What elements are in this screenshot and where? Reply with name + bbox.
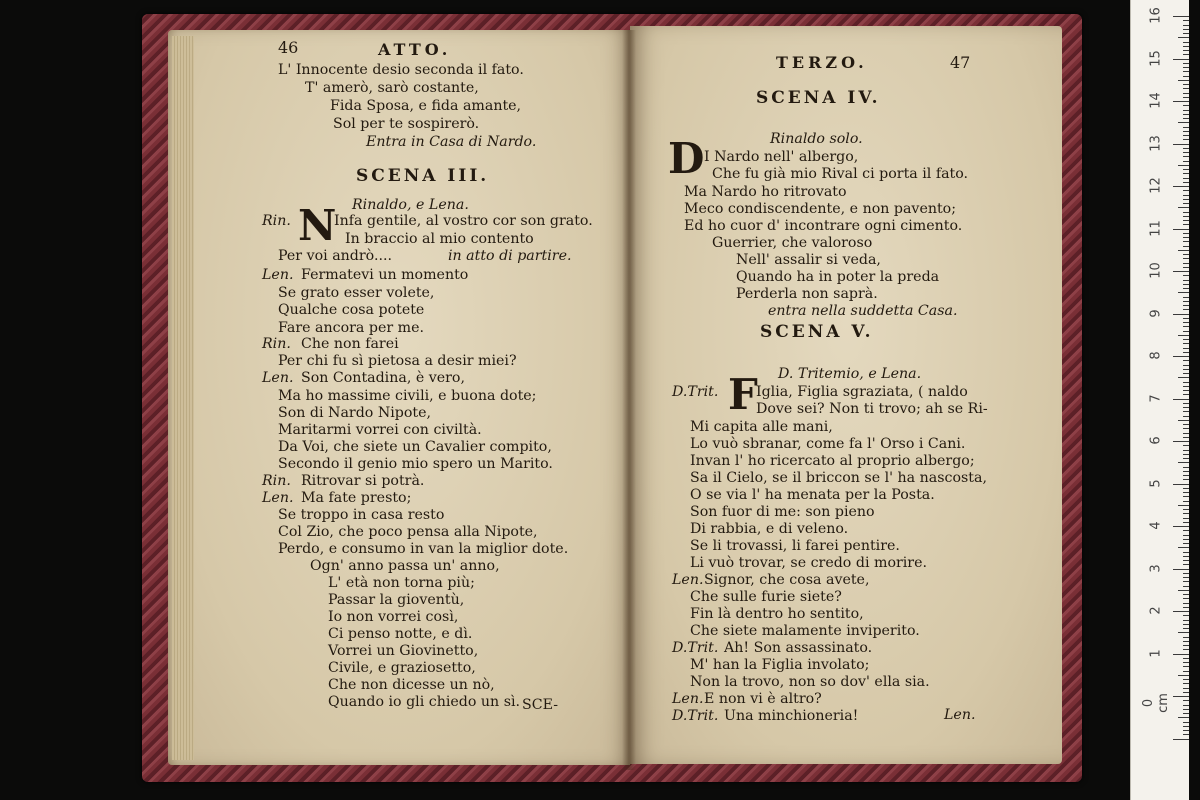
ruler-tick <box>1183 127 1189 128</box>
ruler-tick <box>1183 705 1189 706</box>
ruler-tick <box>1178 505 1189 506</box>
ruler-label: 8 <box>1148 351 1164 360</box>
ruler-tick <box>1183 33 1189 34</box>
text-line: Se li trovassi, li farei pentire. <box>690 538 900 554</box>
ruler-tick <box>1183 309 1189 310</box>
ruler-tick <box>1183 641 1189 642</box>
text-line: Mi capita alle mani, <box>690 419 833 435</box>
text-line: Infa gentile, al vostro cor son grato. <box>334 213 593 229</box>
ruler-tick <box>1183 637 1189 638</box>
ruler-tick <box>1183 203 1189 204</box>
ruler-tick <box>1178 335 1189 336</box>
ruler-tick <box>1183 662 1189 663</box>
text-line: Civile, e graziosetto, <box>328 660 476 676</box>
ruler-tick <box>1178 547 1189 548</box>
ruler-tick <box>1183 620 1189 621</box>
ruler-tick <box>1178 717 1189 718</box>
ruler-tick <box>1173 526 1189 527</box>
ruler-tick <box>1183 67 1189 68</box>
ruler-tick <box>1183 29 1189 30</box>
ruler-tick <box>1183 479 1189 480</box>
text-line: L' Innocente desio seconda il fato. <box>278 62 524 78</box>
text-line: Quando io gli chiedo un sì. <box>328 694 521 710</box>
ruler-tick <box>1183 649 1189 650</box>
text-line: entra nella suddetta Casa. <box>768 303 958 319</box>
ruler-tick <box>1173 186 1189 187</box>
ruler-tick <box>1183 156 1189 157</box>
text-line: Maritarmi vorrei con civiltà. <box>278 422 482 438</box>
text-line: Rin. <box>262 473 291 489</box>
ruler-label: 9 <box>1148 308 1164 318</box>
text-line: Perderla non saprà. <box>736 286 878 302</box>
text-line: O se via l' ha menata per la Posta. <box>690 487 935 503</box>
text-line: Signor, che cosa avete, <box>704 572 870 588</box>
ruler-tick <box>1183 46 1189 47</box>
text-line: T' amerò, sarò costante, <box>305 80 479 96</box>
text-line: Che non dicesse un nò, <box>328 677 495 693</box>
ruler-tick <box>1178 675 1189 676</box>
ruler-tick <box>1173 144 1189 145</box>
ruler-label: 3 <box>1148 563 1164 573</box>
drop-cap-n: N <box>298 201 337 250</box>
text-line: Da Voi, che siete un Cavalier compito, <box>278 439 552 455</box>
drop-cap-f: F <box>728 370 758 419</box>
ruler-tick <box>1178 420 1189 421</box>
ruler-tick <box>1183 254 1189 255</box>
ruler-tick <box>1183 63 1189 64</box>
ruler-tick <box>1173 696 1189 697</box>
ruler-tick <box>1183 513 1189 514</box>
ruler-tick <box>1183 692 1189 693</box>
text-line: D.Trit. <box>672 640 719 656</box>
ruler-tick <box>1183 594 1189 595</box>
ruler-tick <box>1178 590 1189 591</box>
text-line: D.Trit. <box>672 708 719 724</box>
ruler-tick <box>1183 518 1189 519</box>
text-line: Secondo il genio mio spero un Marito. <box>278 456 553 472</box>
ruler-tick <box>1173 441 1189 442</box>
text-line: Ma fate presto; <box>301 490 412 506</box>
ruler-label: 7 <box>1148 393 1164 403</box>
ruler-tick <box>1183 560 1189 561</box>
text-line: in atto di partire. <box>448 248 572 264</box>
text-line: Iglia, Figlia sgraziata, ( naldo <box>756 384 968 400</box>
text-line: Se troppo in casa resto <box>278 507 445 523</box>
ruler-tick <box>1178 80 1189 81</box>
scene-heading-v: SCENA V. <box>760 322 874 342</box>
ruler-tick <box>1183 433 1189 434</box>
text-line: Invan l' ho ricercato al proprio albergo; <box>690 453 975 469</box>
text-line: Len. <box>672 572 704 588</box>
text-line: Di rabbia, e di veleno. <box>690 521 849 537</box>
ruler-tick <box>1183 475 1189 476</box>
ruler-tick <box>1183 88 1189 89</box>
ruler-tick <box>1183 467 1189 468</box>
text-line: Dove sei? Non ti trovo; ah se Ri- <box>756 401 988 417</box>
text-line: Len. <box>672 691 704 707</box>
ruler-tick <box>1183 190 1189 191</box>
ruler-tick <box>1183 624 1189 625</box>
text-line: Rinaldo, e Lena. <box>352 197 469 213</box>
ruler-tick <box>1183 105 1189 106</box>
ruler-tick <box>1183 110 1189 111</box>
ruler-tick <box>1183 139 1189 140</box>
ruler-tick <box>1173 16 1189 17</box>
ruler-tick <box>1183 645 1189 646</box>
ruler-tick <box>1173 314 1189 315</box>
ruler-tick <box>1178 207 1189 208</box>
ruler-tick <box>1183 501 1189 502</box>
ruler-tick <box>1183 403 1189 404</box>
ruler-tick <box>1183 148 1189 149</box>
ruler-tick <box>1183 135 1189 136</box>
ruler-tick <box>1173 611 1189 612</box>
ruler-tick <box>1178 462 1189 463</box>
ruler-tick <box>1183 339 1189 340</box>
ruler-tick <box>1183 152 1189 153</box>
text-line: Ci penso notte, e dì. <box>328 626 473 642</box>
ruler-tick <box>1183 365 1189 366</box>
text-line: I Nardo nell' albergo, <box>704 149 859 165</box>
ruler-tick <box>1183 348 1189 349</box>
ruler-label: 12 <box>1148 177 1164 194</box>
ruler-tick <box>1183 195 1189 196</box>
text-line: Len. <box>262 267 294 283</box>
ruler-tick <box>1183 734 1189 735</box>
ruler-label: 11 <box>1148 219 1164 237</box>
ruler-tick <box>1183 530 1189 531</box>
ruler-label: 13 <box>1148 134 1164 152</box>
ruler-label: 4 <box>1148 521 1164 530</box>
text-line: Li vuò trovar, se credo di morire. <box>690 555 927 571</box>
ruler-tick <box>1183 212 1189 213</box>
text-line: Perdo, e consumo in van la miglior dote. <box>278 541 569 557</box>
ruler-tick <box>1183 42 1189 43</box>
ruler-label: 15 <box>1148 49 1164 67</box>
text-line: In braccio al mio contento <box>345 231 534 247</box>
right-catchword: Len. <box>944 707 976 723</box>
text-line: Ritrovar si potrà. <box>301 473 425 489</box>
text-line: D. Tritemio, e Lena. <box>778 366 922 382</box>
ruler-tick <box>1183 679 1189 680</box>
ruler-tick <box>1183 331 1189 332</box>
ruler-tick <box>1183 297 1189 298</box>
text-line: Col Zio, che poco pensa alla Nipote, <box>278 524 538 540</box>
text-line: Nell' assalir si veda, <box>736 252 881 268</box>
ruler-tick <box>1183 305 1189 306</box>
right-page-number: 47 <box>950 53 971 72</box>
text-line: Rin. <box>262 213 291 229</box>
ruler-tick <box>1183 216 1189 217</box>
left-running-head: ATTO. <box>378 40 452 59</box>
text-line: Qualche cosa potete <box>278 302 425 318</box>
text-line: Ma ho massime civili, e buona dote; <box>278 388 537 404</box>
ruler-tick <box>1183 301 1189 302</box>
ruler-tick <box>1183 97 1189 98</box>
ruler-label: 5 <box>1148 478 1164 488</box>
text-line: Che non farei <box>301 336 399 352</box>
scene-heading-iii: SCENA III. <box>356 166 490 186</box>
text-line: Sa il Cielo, se il briccon se l' ha nascosta, <box>690 470 987 486</box>
ruler-tick <box>1173 229 1189 230</box>
ruler-tick <box>1183 373 1189 374</box>
ruler-tick <box>1178 377 1189 378</box>
ruler-tick <box>1183 496 1189 497</box>
ruler-tick <box>1183 20 1189 21</box>
ruler-tick <box>1178 37 1189 38</box>
ruler-tick <box>1183 428 1189 429</box>
ruler-tick <box>1183 382 1189 383</box>
ruler-label: 1 <box>1148 648 1164 658</box>
ruler-tick <box>1183 352 1189 353</box>
ruler-tick <box>1183 607 1189 608</box>
text-line: Passar la gioventù, <box>328 592 465 608</box>
text-line: Fare ancora per me. <box>278 320 424 336</box>
ruler-tick <box>1183 458 1189 459</box>
ruler-tick <box>1183 280 1189 281</box>
ruler-tick <box>1183 360 1189 361</box>
ruler-tick <box>1183 424 1189 425</box>
ruler-tick <box>1183 224 1189 225</box>
text-line: Io non vorrei così, <box>328 609 459 625</box>
ruler-tick <box>1183 552 1189 553</box>
ruler-tick <box>1183 237 1189 238</box>
text-line: Per voi andrò.... <box>278 248 392 264</box>
text-line: Entra in Casa di Nardo. <box>366 134 537 150</box>
text-line: Fida Sposa, e fida amante, <box>330 98 522 114</box>
text-line: Lo vuò sbranar, come fa l' Orso i Cani. <box>690 436 966 452</box>
ruler-tick <box>1183 658 1189 659</box>
text-line: Guerrier, che valoroso <box>712 235 873 251</box>
ruler-tick <box>1183 577 1189 578</box>
ruler-tick <box>1183 131 1189 132</box>
text-line: Son Contadina, è vero, <box>301 370 465 386</box>
ruler-tick <box>1183 199 1189 200</box>
ruler-tick <box>1183 615 1189 616</box>
text-line: Len. <box>262 370 294 386</box>
ruler-tick <box>1178 632 1189 633</box>
ruler-tick <box>1173 399 1189 400</box>
text-line: M' han la Figlia involato; <box>690 657 870 673</box>
scene-heading-iv: SCENA IV. <box>756 88 881 108</box>
ruler-tick <box>1183 581 1189 582</box>
ruler-tick <box>1183 535 1189 536</box>
text-line: Se grato esser volete, <box>278 285 435 301</box>
ruler-tick <box>1183 114 1189 115</box>
ruler-label: 6 <box>1148 436 1164 445</box>
ruler-tick <box>1183 288 1189 289</box>
text-line: Non la trovo, non so dov' ella sia. <box>690 674 930 690</box>
ruler-tick <box>1183 573 1189 574</box>
ruler-tick <box>1183 509 1189 510</box>
ruler-tick <box>1183 700 1189 701</box>
ruler-tick <box>1178 292 1189 293</box>
text-line: Len. <box>262 490 294 506</box>
ruler-tick <box>1183 25 1189 26</box>
ruler-tick <box>1173 739 1189 740</box>
ruler-tick <box>1183 709 1189 710</box>
ruler-tick <box>1183 628 1189 629</box>
ruler-tick <box>1183 118 1189 119</box>
ruler-tick <box>1183 275 1189 276</box>
drop-cap-d: D <box>668 134 705 183</box>
ruler-tick <box>1178 122 1189 123</box>
left-catchword: SCE- <box>522 697 558 713</box>
ruler-tick <box>1173 101 1189 102</box>
ruler-tick <box>1183 683 1189 684</box>
ruler-tick <box>1173 484 1189 485</box>
ruler-tick <box>1183 539 1189 540</box>
ruler-tick <box>1183 445 1189 446</box>
text-line: Per chi fu sì pietosa a desir miei? <box>278 353 517 369</box>
ruler-tick <box>1183 688 1189 689</box>
ruler-tick <box>1183 178 1189 179</box>
measurement-ruler <box>1130 0 1189 800</box>
text-line: Meco condiscendente, e non pavento; <box>684 201 957 217</box>
ruler-tick <box>1173 654 1189 655</box>
ruler-label: 14 <box>1148 92 1164 109</box>
ruler-tick <box>1173 569 1189 570</box>
text-line: L' età non torna più; <box>328 575 475 591</box>
ruler-tick <box>1183 93 1189 94</box>
ruler-tick <box>1183 71 1189 72</box>
ruler-tick <box>1183 598 1189 599</box>
ruler-tick <box>1183 84 1189 85</box>
ruler-tick <box>1183 586 1189 587</box>
ruler-tick <box>1183 343 1189 344</box>
ruler-tick <box>1183 564 1189 565</box>
ruler-tick <box>1183 267 1189 268</box>
text-line: Che sulle furie siete? <box>690 589 842 605</box>
ruler-tick <box>1183 416 1189 417</box>
ruler-tick <box>1183 182 1189 183</box>
ruler-tick <box>1183 169 1189 170</box>
ruler-tick <box>1183 322 1189 323</box>
ruler-tick <box>1183 492 1189 493</box>
ruler-tick <box>1183 220 1189 221</box>
ruler-tick <box>1173 59 1189 60</box>
ruler-tick <box>1183 284 1189 285</box>
ruler-tick <box>1183 450 1189 451</box>
left-page-number: 46 <box>278 38 299 57</box>
text-line: Fin là dentro ho sentito, <box>690 606 864 622</box>
ruler-tick <box>1173 271 1189 272</box>
text-line: E non vi è altro? <box>704 691 822 707</box>
ruler-tick <box>1183 543 1189 544</box>
text-line: Ed ho cuor d' incontrare ogni cimento. <box>684 218 963 234</box>
text-line: Ogn' anno passa un' anno, <box>310 558 500 574</box>
book-gutter <box>622 30 636 770</box>
text-line: Ma Nardo ho ritrovato <box>684 184 847 200</box>
ruler-tick <box>1183 407 1189 408</box>
ruler-label: 10 <box>1148 262 1164 279</box>
right-running-head: TERZO. <box>776 53 868 72</box>
ruler-tick <box>1183 173 1189 174</box>
ruler-tick <box>1183 258 1189 259</box>
text-line: Son di Nardo Nipote, <box>278 405 432 421</box>
text-line: Rinaldo solo. <box>770 131 863 147</box>
ruler-tick <box>1183 522 1189 523</box>
ruler-tick <box>1183 454 1189 455</box>
ruler-tick <box>1183 411 1189 412</box>
ruler-tick <box>1178 250 1189 251</box>
text-line: Ah! Son assassinato. <box>724 640 873 656</box>
ruler-tick <box>1173 356 1189 357</box>
ruler-tick <box>1183 730 1189 731</box>
ruler-tick <box>1183 326 1189 327</box>
ruler-tick <box>1183 54 1189 55</box>
ruler-tick <box>1183 76 1189 77</box>
ruler-tick <box>1178 165 1189 166</box>
ruler-label: 16 <box>1148 7 1164 24</box>
ruler-tick <box>1183 713 1189 714</box>
ruler-label: 2 <box>1148 606 1164 615</box>
ruler-tick <box>1183 390 1189 391</box>
ruler-tick <box>1183 471 1189 472</box>
ruler-label: 0 cm <box>1141 693 1171 713</box>
ruler-tick <box>1183 50 1189 51</box>
text-line: Che siete malamente inviperito. <box>690 623 920 639</box>
ruler-tick <box>1183 722 1189 723</box>
text-line: Che fu già mio Rival ci porta il fato. <box>712 166 969 182</box>
ruler-tick <box>1183 263 1189 264</box>
ruler-tick <box>1183 666 1189 667</box>
ruler-tick <box>1183 437 1189 438</box>
ruler-tick <box>1183 246 1189 247</box>
ruler-tick <box>1183 671 1189 672</box>
text-line: Vorrei un Giovinetto, <box>328 643 479 659</box>
text-line: Una minchioneria! <box>724 708 859 724</box>
ruler-tick <box>1183 726 1189 727</box>
ruler-tick <box>1183 369 1189 370</box>
text-line: Quando ha in poter la preda <box>736 269 940 285</box>
ruler-tick <box>1183 603 1189 604</box>
ruler-tick <box>1183 394 1189 395</box>
ruler-tick <box>1183 386 1189 387</box>
text-line: Sol per te sospirerò. <box>333 116 480 132</box>
ruler-tick <box>1183 241 1189 242</box>
ruler-tick <box>1183 556 1189 557</box>
ruler-tick <box>1183 161 1189 162</box>
text-line: Rin. <box>262 336 291 352</box>
text-line: Fermatevi un momento <box>301 267 469 283</box>
text-line: D.Trit. <box>672 384 719 400</box>
ruler-tick <box>1183 488 1189 489</box>
ruler-tick <box>1183 318 1189 319</box>
page-edges <box>172 36 194 760</box>
ruler-tick <box>1183 233 1189 234</box>
text-line: Son fuor di me: son pieno <box>690 504 875 520</box>
